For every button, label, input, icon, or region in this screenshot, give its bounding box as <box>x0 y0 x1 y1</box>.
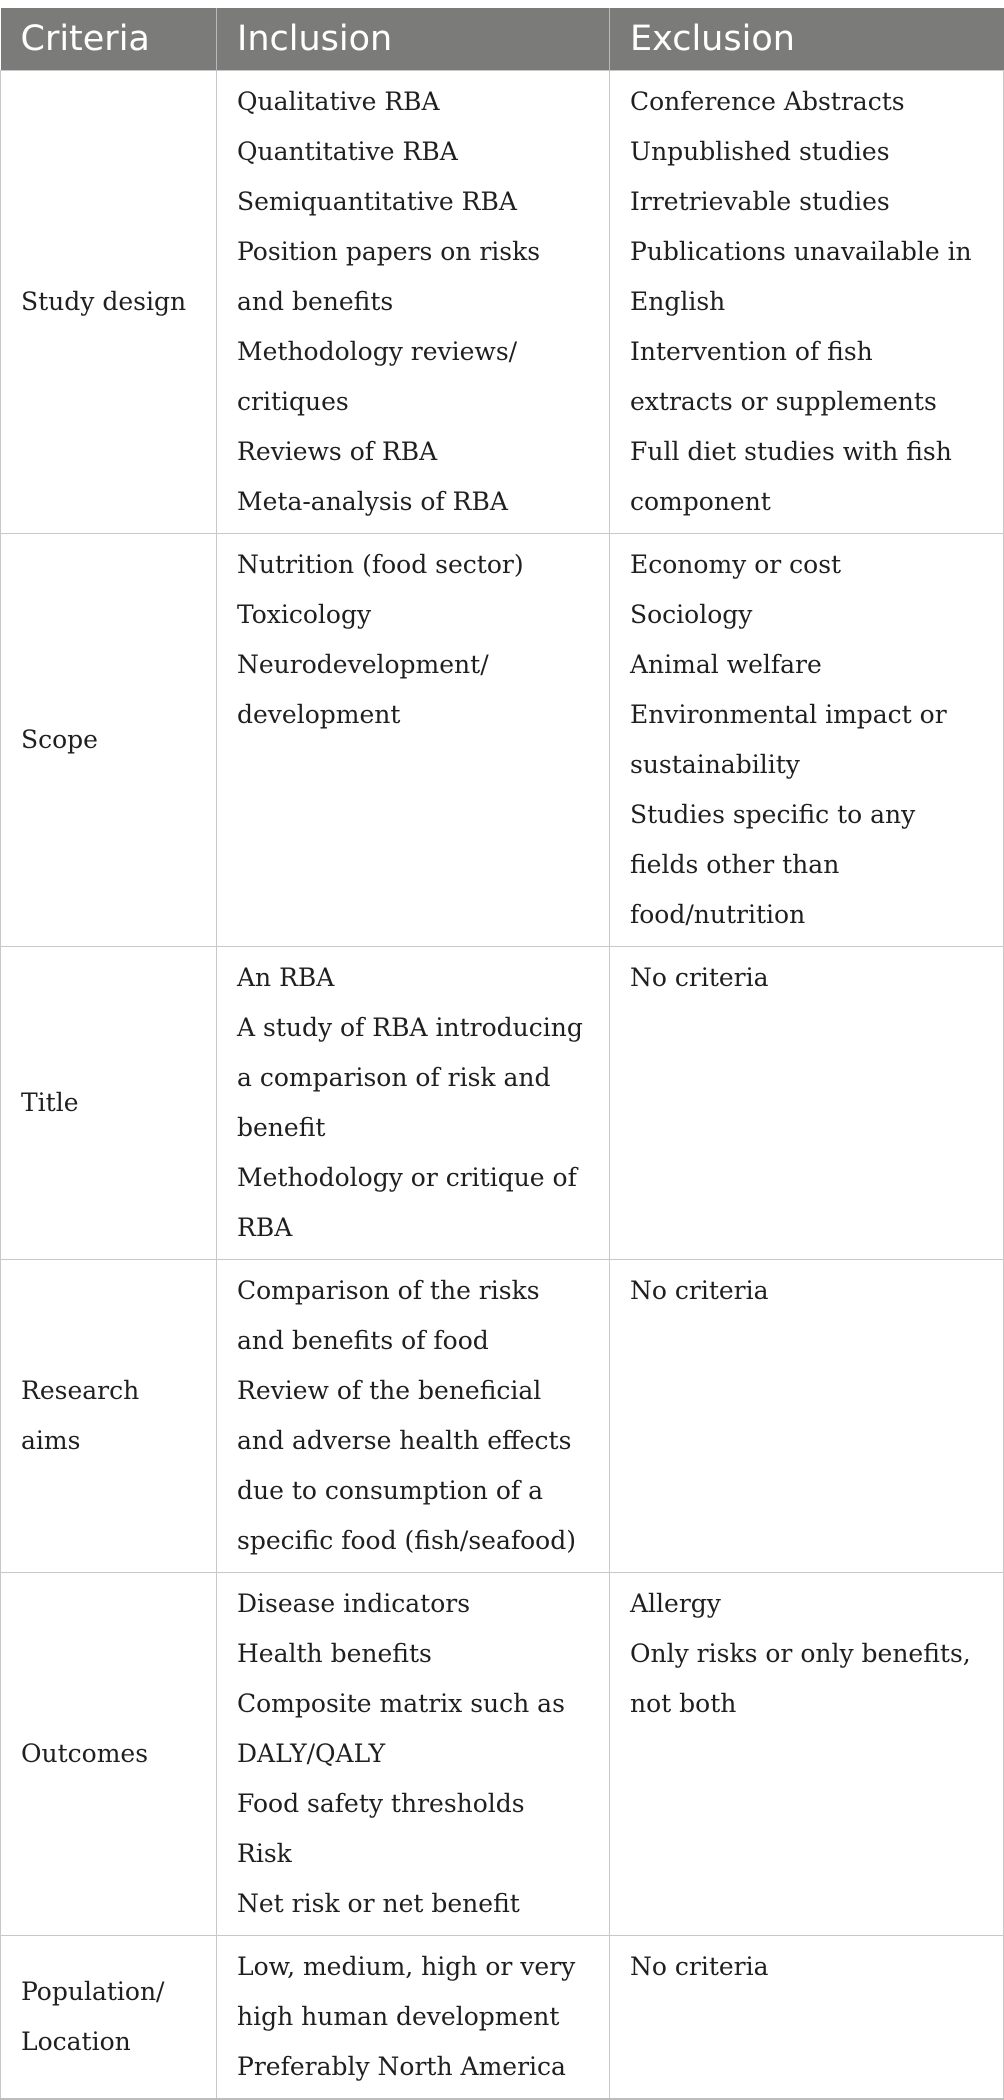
exclusion-cell <box>610 71 1004 534</box>
table-row <box>1 947 1004 1260</box>
table-row <box>1 71 1004 534</box>
inclusion-item: Meta-analysis of RBA <box>237 487 508 516</box>
exclusion-item: Unpublished studies <box>630 137 890 166</box>
exclusion-item: No criteria <box>630 963 769 992</box>
table-row <box>1 1260 1004 1573</box>
inclusion-item: Quantitative RBA <box>237 137 458 166</box>
inclusion-item: Net risk or net benefit <box>237 1889 520 1918</box>
inclusion-item: An RBA <box>237 963 335 992</box>
inclusion-item: Nutrition (food sector) <box>237 550 524 579</box>
inclusion-item: Semiquantitative RBA <box>237 187 517 216</box>
inclusion-item: Review of the beneficial and adverse health effects due to consumption of a specific food (fish/seafood) <box>237 1376 576 1555</box>
exclusion-item: Economy or cost <box>630 550 842 579</box>
table-row <box>1 1936 1004 2100</box>
inclusion-item: Health benefits <box>237 1639 432 1668</box>
inclusion-item: Position papers on risks and benefits <box>237 237 541 316</box>
inclusion-item: A study of RBA introducing a comparison of risk and benefit <box>237 1013 583 1142</box>
exclusion-item: Conference Abstracts <box>630 87 905 116</box>
header-exclusion: Exclusion <box>610 8 1004 71</box>
inclusion-cell <box>217 947 610 1260</box>
inclusion-item: Composite matrix such as DALY/QALY <box>237 1689 565 1768</box>
header-row <box>1 8 1004 71</box>
inclusion-item: Neurodevelopment/ development <box>237 650 489 729</box>
inclusion-item: Reviews of RBA <box>237 437 438 466</box>
exclusion-cell <box>610 947 1004 1260</box>
criteria-cell: Scope <box>1 534 217 947</box>
header-criteria: Criteria <box>1 8 217 71</box>
exclusion-item: Publications unavailable in English <box>630 237 972 316</box>
exclusion-item: Environmental impact or sustainability <box>630 700 947 779</box>
inclusion-item: Disease indicators <box>237 1589 471 1618</box>
inclusion-item: Toxicology <box>237 600 372 629</box>
inclusion-item: Low, medium, high or very high human development <box>237 1952 576 2031</box>
exclusion-item: Studies specific to any fields other than food/nutrition <box>630 800 916 929</box>
inclusion-item: Comparison of the risks and benefits of food <box>237 1276 540 1355</box>
exclusion-item: Full diet studies with fish component <box>630 437 952 516</box>
table-header <box>1 8 1004 71</box>
criteria-cell: Study design <box>1 71 217 534</box>
exclusion-item: No criteria <box>630 1952 769 1981</box>
criteria-cell: Research aims <box>1 1260 217 1573</box>
inclusion-item: Risk <box>237 1839 292 1868</box>
exclusion-item: Irretrievable studies <box>630 187 890 216</box>
exclusion-item: Animal welfare <box>630 650 822 679</box>
criteria-cell: Title <box>1 947 217 1260</box>
table-row <box>1 1573 1004 1936</box>
exclusion-item: Sociology <box>630 600 753 629</box>
exclusion-cell <box>610 1260 1004 1573</box>
criteria-cell: Outcomes <box>1 1573 217 1936</box>
exclusion-item: Allergy <box>630 1589 721 1618</box>
exclusion-cell <box>610 534 1004 947</box>
inclusion-cell <box>217 534 610 947</box>
criteria-cell: Population/ Location <box>1 1936 217 2100</box>
inclusion-item: Food safety thresholds <box>237 1789 525 1818</box>
exclusion-cell <box>610 1936 1004 2100</box>
inclusion-cell <box>217 71 610 534</box>
inclusion-item: Methodology reviews/ critiques <box>237 337 518 416</box>
exclusion-item: Intervention of fish extracts or supplements <box>630 337 937 416</box>
criteria-table <box>0 8 1004 2100</box>
inclusion-cell <box>217 1260 610 1573</box>
exclusion-item: Only risks or only benefits, not both <box>630 1639 971 1718</box>
inclusion-item: Qualitative RBA <box>237 87 440 116</box>
inclusion-cell <box>217 1936 610 2100</box>
exclusion-cell <box>610 1573 1004 1936</box>
table-body <box>1 71 1004 2100</box>
inclusion-cell <box>217 1573 610 1936</box>
inclusion-item: Methodology or critique of RBA <box>237 1163 577 1242</box>
table-row <box>1 534 1004 947</box>
header-inclusion: Inclusion <box>217 8 610 71</box>
inclusion-item: Preferably North America <box>237 2052 566 2081</box>
exclusion-item: No criteria <box>630 1276 769 1305</box>
